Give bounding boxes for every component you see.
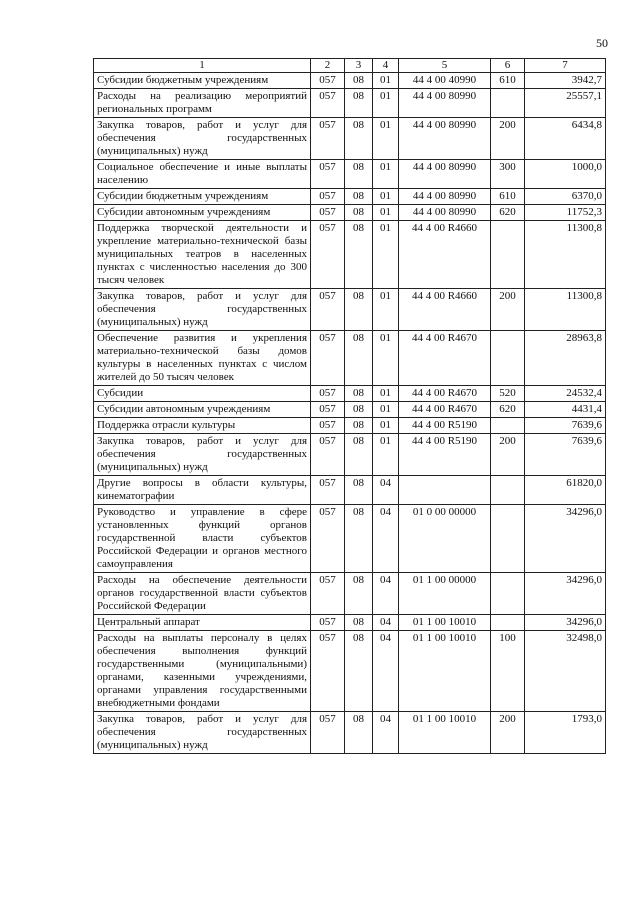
expense-type-code — [491, 89, 525, 118]
amount: 11300,8 — [525, 221, 606, 289]
ministry-code: 057 — [311, 331, 345, 386]
ministry-code: 057 — [311, 631, 345, 712]
amount: 1000,0 — [525, 160, 606, 189]
ministry-code: 057 — [311, 418, 345, 434]
section-code: 08 — [345, 118, 373, 160]
amount: 3942,7 — [525, 73, 606, 89]
subsection-code: 01 — [373, 402, 399, 418]
ministry-code: 057 — [311, 221, 345, 289]
budget-table — [93, 58, 606, 754]
section-code: 08 — [345, 505, 373, 573]
row-name: Центральный аппарат — [94, 615, 311, 631]
expense-type-code: 200 — [491, 712, 525, 754]
table-row — [94, 386, 606, 402]
expense-type-code — [491, 615, 525, 631]
amount: 25557,1 — [525, 89, 606, 118]
section-code: 08 — [345, 331, 373, 386]
expense-type-code: 200 — [491, 434, 525, 476]
section-code: 08 — [345, 573, 373, 615]
table-row — [94, 418, 606, 434]
target-code: 01 0 00 00000 — [399, 505, 491, 573]
table-row — [94, 289, 606, 331]
table-row — [94, 118, 606, 160]
row-name: Закупка товаров, работ и услуг для обеспечения государственных (муниципальных) нужд — [94, 434, 311, 476]
section-code: 08 — [345, 205, 373, 221]
ministry-code: 057 — [311, 289, 345, 331]
section-code: 08 — [345, 189, 373, 205]
header-cell: 4 — [373, 59, 399, 73]
ministry-code: 057 — [311, 712, 345, 754]
subsection-code: 01 — [373, 289, 399, 331]
target-code: 44 4 00 R4660 — [399, 289, 491, 331]
expense-type-code — [491, 331, 525, 386]
header-cell: 2 — [311, 59, 345, 73]
section-code: 08 — [345, 631, 373, 712]
table-row — [94, 434, 606, 476]
target-code: 44 4 00 R4670 — [399, 402, 491, 418]
section-code: 08 — [345, 402, 373, 418]
table-row — [94, 89, 606, 118]
table-row — [94, 505, 606, 573]
expense-type-code: 300 — [491, 160, 525, 189]
section-code: 08 — [345, 160, 373, 189]
expense-type-code — [491, 505, 525, 573]
row-name: Другие вопросы в области культуры, кинематографии — [94, 476, 311, 505]
row-name: Расходы на обеспечение деятельности органов государственной власти субъектов Российской Федерации — [94, 573, 311, 615]
row-name: Руководство и управление в сфере установленных функций органов государственной власти субъектов Российской Федерации и органов местного самоуправления — [94, 505, 311, 573]
row-name: Расходы на выплаты персоналу в целях обеспечения выполнения функций государственными (муниципальными) органами, казенными учреждениями, органами управления государственными внебюджетными фондами — [94, 631, 311, 712]
target-code: 44 4 00 80990 — [399, 118, 491, 160]
subsection-code: 04 — [373, 631, 399, 712]
row-name: Субсидии автономным учреждениям — [94, 402, 311, 418]
section-code: 08 — [345, 73, 373, 89]
expense-type-code: 200 — [491, 289, 525, 331]
row-name: Обеспечение развития и укрепления материально-технической базы домов культуры в населенных пунктах с числом жителей до 50 тысяч человек — [94, 331, 311, 386]
ministry-code: 057 — [311, 160, 345, 189]
page-number: 50 — [596, 36, 608, 50]
section-code: 08 — [345, 289, 373, 331]
section-code: 08 — [345, 434, 373, 476]
subsection-code: 01 — [373, 221, 399, 289]
header-row — [94, 59, 606, 73]
subsection-code: 01 — [373, 160, 399, 189]
ministry-code: 057 — [311, 73, 345, 89]
target-code: 44 4 00 R5190 — [399, 418, 491, 434]
target-code — [399, 476, 491, 505]
expense-type-code — [491, 573, 525, 615]
row-name: Субсидии автономным учреждениям — [94, 205, 311, 221]
row-name: Субсидии бюджетным учреждениям — [94, 73, 311, 89]
header-cell: 1 — [94, 59, 311, 73]
amount: 7639,6 — [525, 434, 606, 476]
subsection-code: 04 — [373, 476, 399, 505]
section-code: 08 — [345, 89, 373, 118]
subsection-code: 01 — [373, 189, 399, 205]
expense-type-code — [491, 476, 525, 505]
ministry-code: 057 — [311, 615, 345, 631]
subsection-code: 01 — [373, 386, 399, 402]
header-cell: 3 — [345, 59, 373, 73]
ministry-code: 057 — [311, 89, 345, 118]
table-row — [94, 205, 606, 221]
amount: 32498,0 — [525, 631, 606, 712]
row-name: Закупка товаров, работ и услуг для обеспечения государственных (муниципальных) нужд — [94, 712, 311, 754]
expense-type-code — [491, 221, 525, 289]
table-row — [94, 573, 606, 615]
table-row — [94, 402, 606, 418]
amount: 11752,3 — [525, 205, 606, 221]
expense-type-code: 610 — [491, 73, 525, 89]
ministry-code: 057 — [311, 505, 345, 573]
section-code: 08 — [345, 476, 373, 505]
target-code: 01 1 00 10010 — [399, 631, 491, 712]
table-row — [94, 221, 606, 289]
subsection-code: 04 — [373, 615, 399, 631]
table-row — [94, 73, 606, 89]
subsection-code: 04 — [373, 573, 399, 615]
ministry-code: 057 — [311, 402, 345, 418]
target-code: 44 4 00 R4660 — [399, 221, 491, 289]
ministry-code: 057 — [311, 573, 345, 615]
ministry-code: 057 — [311, 476, 345, 505]
ministry-code: 057 — [311, 386, 345, 402]
ministry-code: 057 — [311, 189, 345, 205]
expense-type-code: 100 — [491, 631, 525, 712]
subsection-code: 04 — [373, 712, 399, 754]
target-code: 44 4 00 80990 — [399, 160, 491, 189]
table-row — [94, 631, 606, 712]
subsection-code: 01 — [373, 418, 399, 434]
row-name: Субсидии — [94, 386, 311, 402]
amount: 34296,0 — [525, 573, 606, 615]
table-row — [94, 712, 606, 754]
header-cell: 6 — [491, 59, 525, 73]
expense-type-code: 520 — [491, 386, 525, 402]
target-code: 01 1 00 00000 — [399, 573, 491, 615]
expense-type-code — [491, 418, 525, 434]
ministry-code: 057 — [311, 118, 345, 160]
table-row — [94, 160, 606, 189]
header-cell: 5 — [399, 59, 491, 73]
target-code: 44 4 00 80990 — [399, 89, 491, 118]
amount: 6370,0 — [525, 189, 606, 205]
row-name: Расходы на реализацию мероприятий региональных программ — [94, 89, 311, 118]
table-row — [94, 615, 606, 631]
amount: 61820,0 — [525, 476, 606, 505]
target-code: 44 4 00 40990 — [399, 73, 491, 89]
subsection-code: 01 — [373, 331, 399, 386]
section-code: 08 — [345, 418, 373, 434]
expense-type-code: 610 — [491, 189, 525, 205]
subsection-code: 01 — [373, 73, 399, 89]
amount: 7639,6 — [525, 418, 606, 434]
amount: 34296,0 — [525, 505, 606, 573]
section-code: 08 — [345, 615, 373, 631]
table-row — [94, 331, 606, 386]
amount: 24532,4 — [525, 386, 606, 402]
table-row — [94, 476, 606, 505]
amount: 11300,8 — [525, 289, 606, 331]
section-code: 08 — [345, 221, 373, 289]
section-code: 08 — [345, 712, 373, 754]
subsection-code: 01 — [373, 118, 399, 160]
ministry-code: 057 — [311, 434, 345, 476]
amount: 34296,0 — [525, 615, 606, 631]
ministry-code: 057 — [311, 205, 345, 221]
target-code: 01 1 00 10010 — [399, 615, 491, 631]
target-code: 44 4 00 R5190 — [399, 434, 491, 476]
target-code: 44 4 00 R4670 — [399, 386, 491, 402]
target-code: 44 4 00 R4670 — [399, 331, 491, 386]
row-name: Субсидии бюджетным учреждениям — [94, 189, 311, 205]
row-name: Закупка товаров, работ и услуг для обеспечения государственных (муниципальных) нужд — [94, 118, 311, 160]
amount: 28963,8 — [525, 331, 606, 386]
amount: 4431,4 — [525, 402, 606, 418]
target-code: 01 1 00 10010 — [399, 712, 491, 754]
subsection-code: 04 — [373, 505, 399, 573]
amount: 6434,8 — [525, 118, 606, 160]
row-name: Поддержка отрасли культуры — [94, 418, 311, 434]
header-cell: 7 — [525, 59, 606, 73]
subsection-code: 01 — [373, 434, 399, 476]
expense-type-code: 620 — [491, 205, 525, 221]
row-name: Поддержка творческой деятельности и укрепление материально-технической базы муниципальных театров в населенных пунктах с численностью населения до 300 тысяч человек — [94, 221, 311, 289]
row-name: Закупка товаров, работ и услуг для обеспечения государственных (муниципальных) нужд — [94, 289, 311, 331]
amount: 1793,0 — [525, 712, 606, 754]
expense-type-code: 620 — [491, 402, 525, 418]
table-row — [94, 189, 606, 205]
section-code: 08 — [345, 386, 373, 402]
target-code: 44 4 00 80990 — [399, 189, 491, 205]
target-code: 44 4 00 80990 — [399, 205, 491, 221]
subsection-code: 01 — [373, 89, 399, 118]
subsection-code: 01 — [373, 205, 399, 221]
expense-type-code: 200 — [491, 118, 525, 160]
row-name: Социальное обеспечение и иные выплаты населению — [94, 160, 311, 189]
